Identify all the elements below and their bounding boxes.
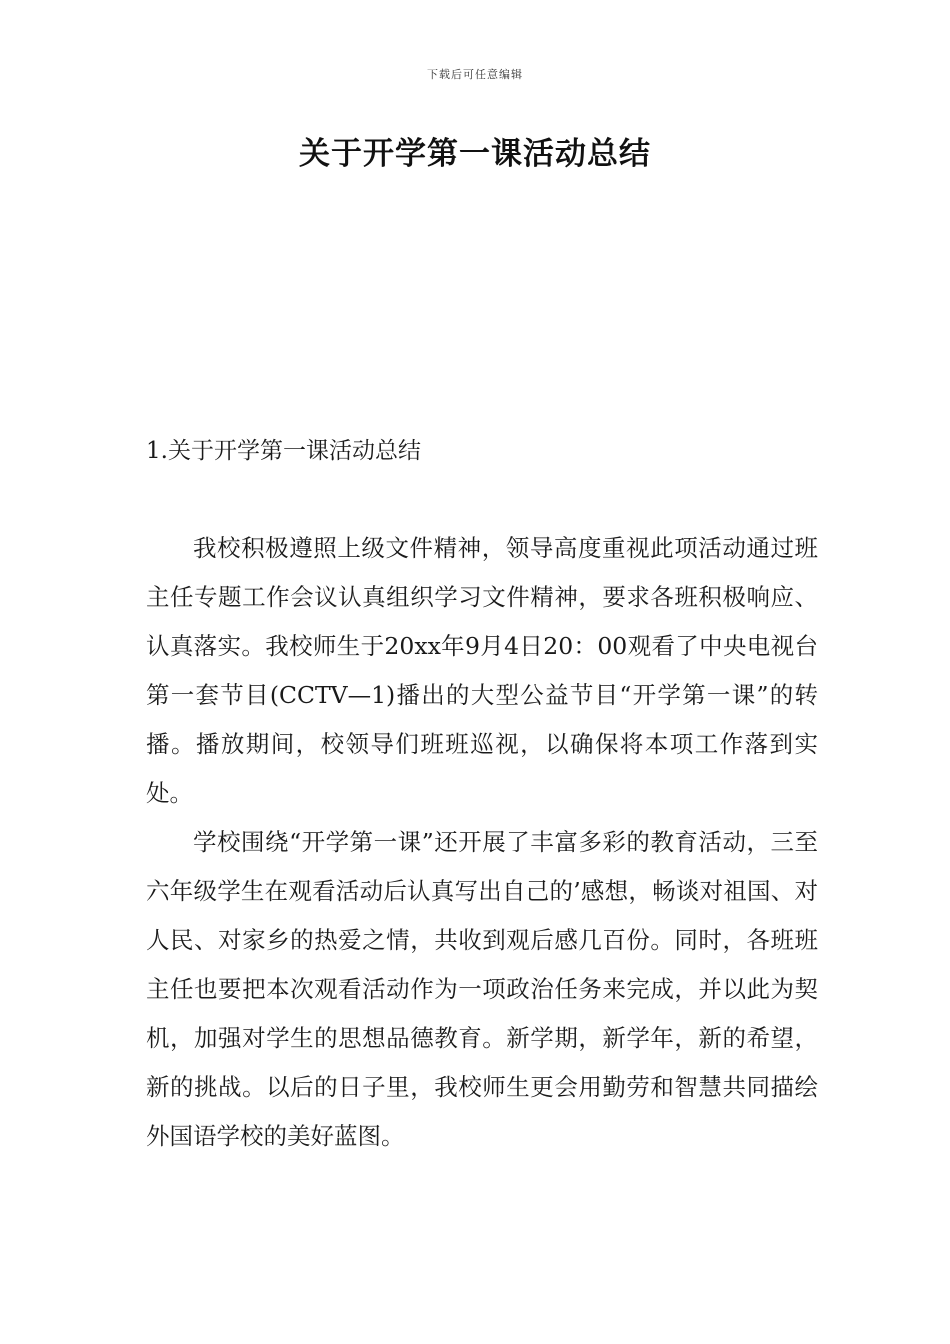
paragraph-1: 我校积极遵照上级文件精神，领导高度重视此项活动通过班主任专题工作会议认真组织学习文件精神，要求各班积极响应、认真落实。我校师生于20xx年9月4日20：00观看了中央电视台第一套节目(CCTV—1)播出的大型公益节目“开学第一课”的转播。播放期间，校领导们班班巡视，以确保将本项工作落到实处。 xyxy=(146,534,818,807)
document-body xyxy=(146,524,818,1161)
section-heading: 1.关于开学第一课活动总结 xyxy=(146,438,421,464)
paragraph-2: 学校围绕“开学第一课”还开展了丰富多彩的教育活动，三至六年级学生在观看活动后认真写出自己的’感想，畅谈对祖国、对人民、对家乡的热爱之情，共收到观后感几百份。同时，各班班主任也要把本次观看活动作为一项政治任务来完成，并以此为契机，加强对学生的思想品德教育。新学期，新学年，新的希望，新的挑战。以后的日子里，我校师生更会用勤劳和智慧共同描绘外国语学校的美好蓝图。 xyxy=(146,828,818,1150)
page-header-note: 下载后可任意编辑 xyxy=(427,68,523,81)
document-title: 关于开学第一课活动总结 xyxy=(299,136,651,172)
